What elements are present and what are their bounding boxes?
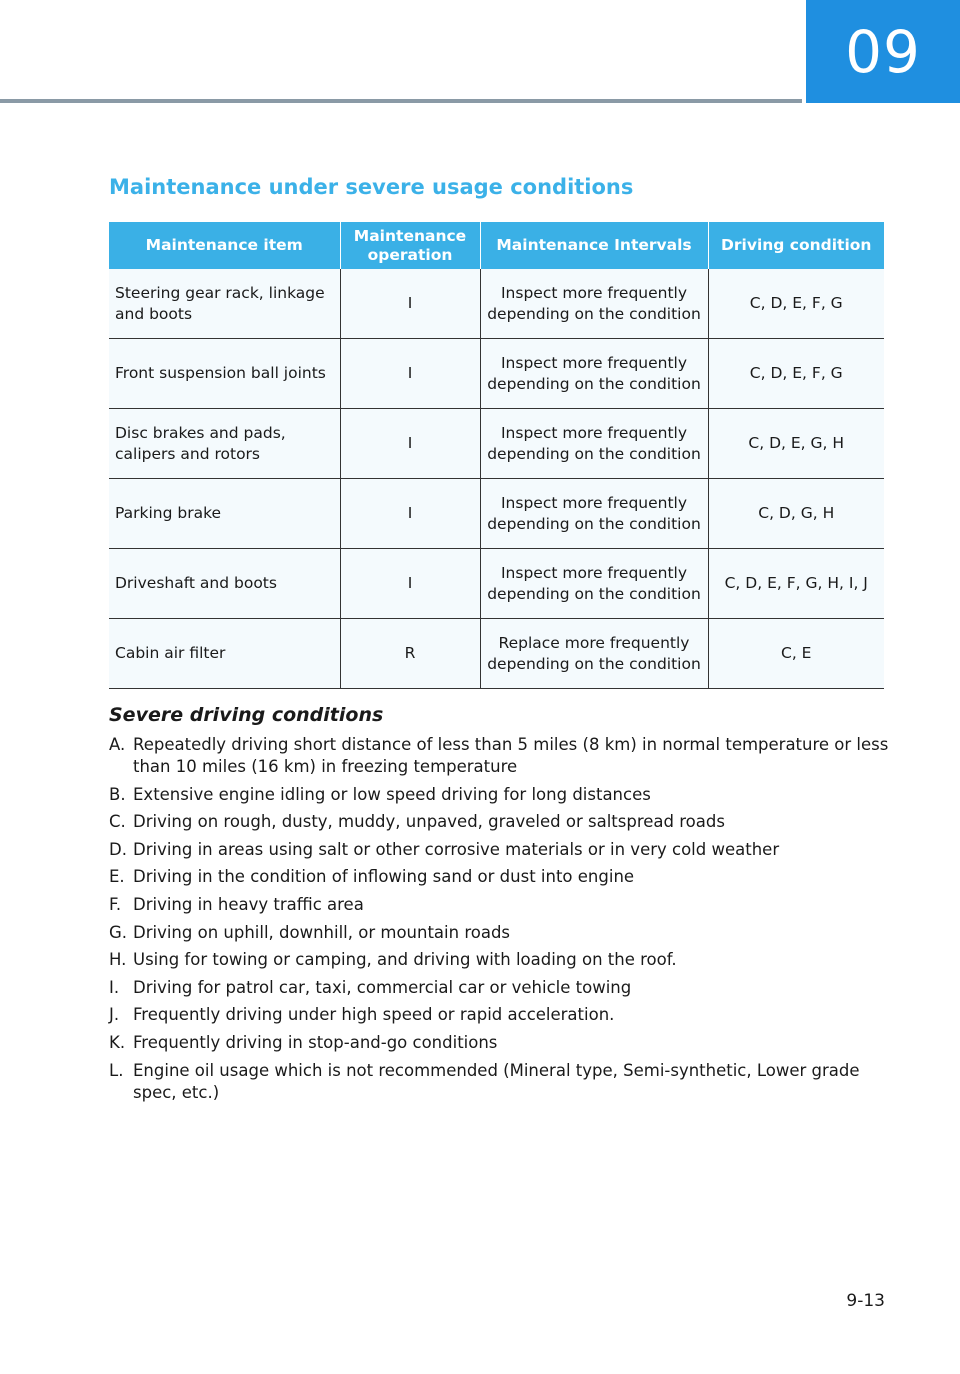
table-row bbox=[109, 339, 884, 409]
list-letter: K. bbox=[109, 1032, 126, 1052]
list-text: Driving in the condition of inflowing sand or dust into engine bbox=[133, 867, 635, 887]
condition-cell: C, E bbox=[708, 619, 884, 689]
list-item bbox=[109, 1060, 889, 1104]
list-letter: B. bbox=[109, 784, 126, 804]
list-letter: E. bbox=[109, 867, 125, 887]
list-item bbox=[109, 784, 889, 806]
list-item bbox=[109, 922, 889, 944]
operation-cell: I bbox=[340, 269, 480, 339]
condition-cell: C, D, E, F, G bbox=[708, 269, 884, 339]
list-text: Engine oil usage which is not recommended (Mineral type, Semi-synthetic, Lower grade spec, etc.) bbox=[133, 1060, 860, 1102]
list-item bbox=[109, 949, 889, 971]
table-row bbox=[109, 549, 884, 619]
list-text: Driving in areas using salt or other corrosive materials or in very cold weather bbox=[133, 839, 780, 859]
list-letter: H. bbox=[109, 950, 127, 970]
severe-conditions-title: Severe driving conditions bbox=[109, 704, 384, 726]
list-text: Extensive engine idling or low speed driving for long distances bbox=[133, 784, 651, 804]
list-item bbox=[109, 839, 889, 861]
list-letter: L. bbox=[109, 1060, 124, 1080]
list-letter: C. bbox=[109, 812, 126, 832]
list-text: Driving in heavy traffic area bbox=[133, 894, 364, 914]
list-letter: F. bbox=[109, 894, 122, 914]
list-item bbox=[109, 734, 889, 778]
list-letter: G. bbox=[109, 922, 128, 942]
list-letter: I. bbox=[109, 977, 120, 997]
list-item bbox=[109, 894, 889, 916]
operation-cell: I bbox=[340, 409, 480, 479]
column-header: Maintenance operation bbox=[340, 222, 480, 269]
interval-cell: Inspect more frequently depending on the condition bbox=[480, 269, 708, 339]
list-text: Frequently driving in stop-and-go conditions bbox=[133, 1032, 498, 1052]
table-row bbox=[109, 479, 884, 549]
maintenance-item-cell: Driveshaft and boots bbox=[109, 549, 340, 619]
list-text: Driving on uphill, downhill, or mountain roads bbox=[133, 922, 511, 942]
column-header: Maintenance Intervals bbox=[480, 222, 708, 269]
interval-cell: Replace more frequently depending on the condition bbox=[480, 619, 708, 689]
list-letter: D. bbox=[109, 839, 127, 859]
operation-cell: I bbox=[340, 549, 480, 619]
maintenance-item-cell: Steering gear rack, linkage and boots bbox=[109, 269, 340, 339]
interval-cell: Inspect more frequently depending on the condition bbox=[480, 339, 708, 409]
list-item bbox=[109, 1004, 889, 1026]
maintenance-item-cell: Front suspension ball joints bbox=[109, 339, 340, 409]
table-row bbox=[109, 409, 884, 479]
list-text: Driving for patrol car, taxi, commercial car or vehicle towing bbox=[133, 977, 632, 997]
column-header: Maintenance item bbox=[109, 222, 340, 269]
list-text: Driving on rough, dusty, muddy, unpaved, graveled or saltspread roads bbox=[133, 812, 725, 832]
interval-cell: Inspect more frequently depending on the condition bbox=[480, 549, 708, 619]
column-header: Driving condition bbox=[708, 222, 884, 269]
list-item bbox=[109, 811, 889, 833]
maintenance-item-cell: Parking brake bbox=[109, 479, 340, 549]
list-text: Frequently driving under high speed or rapid acceleration. bbox=[133, 1005, 615, 1025]
chapter-tab: 09 bbox=[806, 0, 960, 103]
operation-cell: I bbox=[340, 479, 480, 549]
condition-cell: C, D, E, F, G, H, I, J bbox=[708, 549, 884, 619]
interval-cell: Inspect more frequently depending on the condition bbox=[480, 479, 708, 549]
condition-cell: C, D, E, G, H bbox=[708, 409, 884, 479]
list-item bbox=[109, 977, 889, 999]
list-item bbox=[109, 1032, 889, 1054]
header-rule bbox=[0, 99, 802, 103]
list-item bbox=[109, 866, 889, 888]
list-text: Repeatedly driving short distance of less than 5 miles (8 km) in normal temperature or less than 10 miles (16 km) in freezing temperature bbox=[133, 735, 889, 776]
table-row bbox=[109, 619, 884, 689]
condition-cell: C, D, E, F, G bbox=[708, 339, 884, 409]
maintenance-item-cell: Cabin air filter bbox=[109, 619, 340, 689]
maintenance-item-cell: Disc brakes and pads, calipers and rotors bbox=[109, 409, 340, 479]
operation-cell: I bbox=[340, 339, 480, 409]
condition-cell: C, D, G, H bbox=[708, 479, 884, 549]
list-letter: A. bbox=[109, 735, 126, 754]
operation-cell: R bbox=[340, 619, 480, 689]
severe-conditions-list bbox=[109, 734, 889, 1109]
table-header-row bbox=[109, 222, 884, 269]
maintenance-table bbox=[109, 222, 884, 689]
interval-cell: Inspect more frequently depending on the condition bbox=[480, 409, 708, 479]
page-number: 9-13 bbox=[846, 1291, 885, 1311]
section-title: Maintenance under severe usage conditions bbox=[109, 175, 634, 199]
list-letter: J. bbox=[109, 1005, 120, 1025]
table-row bbox=[109, 269, 884, 339]
list-text: Using for towing or camping, and driving with loading on the roof. bbox=[133, 950, 677, 970]
